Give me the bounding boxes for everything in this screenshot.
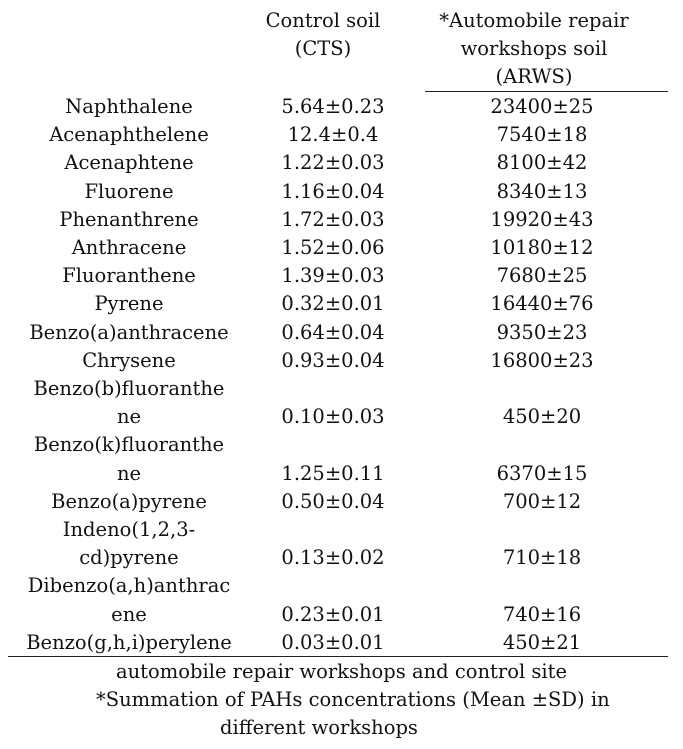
column-header-arws [400,7,668,91]
arws-value [416,572,668,628]
arws-value [416,375,668,431]
caption-line1: automobile repair workshops and control site [116,660,568,683]
compound-name-line2: ene [111,602,147,626]
arws-value-text: 450±20 [502,405,582,429]
compound-name [8,431,250,487]
cts-value-text: 0.23±0.01 [281,602,385,626]
table-row [8,149,668,177]
compound-name-line1: Benzo(b)fluoranthe [33,377,225,401]
cts-value: 1.39±0.03 [281,264,385,288]
compound-name: Naphthalene [65,95,193,118]
compound-name: Acenaphtene [64,151,194,175]
arws-value-text: 710±18 [502,546,582,570]
arws-value-text: 740±16 [502,602,582,626]
cts-value: 12.4±0.4 [287,123,379,147]
arws-value: 19920±43 [490,207,594,231]
cts-value: 1.16±0.04 [281,179,385,203]
compound-name-line1: Benzo(k)fluoranthe [33,433,225,457]
cts-value: 0.32±0.01 [281,292,385,316]
cts-value: 1.22±0.03 [281,151,385,175]
cts-value: 0.93±0.04 [281,348,385,372]
table-row [8,488,668,516]
table-row [8,319,668,347]
compound-name: Pyrene [94,292,164,316]
cts-value [250,516,416,572]
cts-value: 0.03±0.01 [281,630,385,654]
compound-name: Phenanthrene [59,207,199,231]
arws-value: 16800±23 [490,348,594,372]
arws-value: 16440±76 [490,292,594,316]
table-row [8,206,668,234]
table-row [8,375,668,431]
table-row [8,431,668,487]
cts-value-text: 0.10±0.03 [281,405,385,429]
data-table-body [8,93,668,657]
table-row [8,516,668,572]
table-row [8,93,668,121]
compound-name-line1: Indeno(1,2,3- [62,518,196,542]
arws-value: 8340±13 [496,179,588,203]
column-header-arws-line3: (ARWS) [495,65,573,88]
table-row [8,572,668,628]
arws-value: 8100±42 [496,151,588,175]
footnote-line2: different workshops [220,716,418,739]
table-row [8,262,668,290]
compound-name [8,375,250,431]
compound-name [8,516,250,572]
table-row [8,121,668,149]
column-header-cts-line2: (CTS) [294,37,352,60]
arws-value [416,516,668,572]
cts-value: 0.50±0.04 [281,489,385,513]
compound-name: Benzo(a)pyrene [51,489,207,513]
compound-name-line2: cd)pyrene [79,546,179,570]
compound-name: Benzo(a)anthracene [29,320,229,344]
arws-value: 9350±23 [496,320,588,344]
cts-value-text: 1.25±0.11 [281,461,385,485]
arws-value-text: 6370±15 [496,461,588,485]
compound-name: Fluorene [84,179,174,203]
footnote-line1: *Summation of PAHs concentrations (Mean ±SD) in [96,688,610,711]
arws-value: 450±21 [502,630,582,654]
table-row [8,290,668,318]
header-rule [425,91,668,92]
arws-value: 10180±12 [490,236,594,260]
compound-name: Chrysene [82,348,176,372]
compound-name-line2: ne [116,461,142,485]
compound-name: Fluoranthene [62,264,196,288]
cts-value [250,572,416,628]
arws-value: 7680±25 [496,264,588,288]
compound-name: Anthracene [71,236,187,260]
column-header-arws-line2: workshops soil [460,37,608,60]
table-row [8,178,668,206]
arws-value: 23400±25 [490,95,594,118]
compound-name [8,572,250,628]
column-header-arws-line1: *Automobile repair [439,9,629,32]
cts-value: 1.72±0.03 [281,207,385,231]
cts-value: 1.52±0.06 [281,236,385,260]
compound-name: Benzo(g,h,i)perylene [26,630,232,654]
arws-value [416,431,668,487]
cts-value-text: 0.13±0.02 [281,546,385,570]
column-header-cts-line1: Control soil [265,9,381,32]
column-header-cts [233,7,413,63]
cts-value: 5.64±0.23 [281,95,385,118]
compound-name-line2: ne [116,405,142,429]
table-bottom-rule [8,656,668,657]
table-row [8,629,668,657]
cts-value [250,375,416,431]
arws-value: 7540±18 [496,123,588,147]
compound-name-line1: Dibenzo(a,h)anthrac [27,574,231,598]
table-row [8,347,668,375]
cts-value: 0.64±0.04 [281,320,385,344]
cts-value [250,431,416,487]
arws-value: 700±12 [502,489,582,513]
compound-name: Acenaphthelene [49,123,209,147]
table-row [8,234,668,262]
